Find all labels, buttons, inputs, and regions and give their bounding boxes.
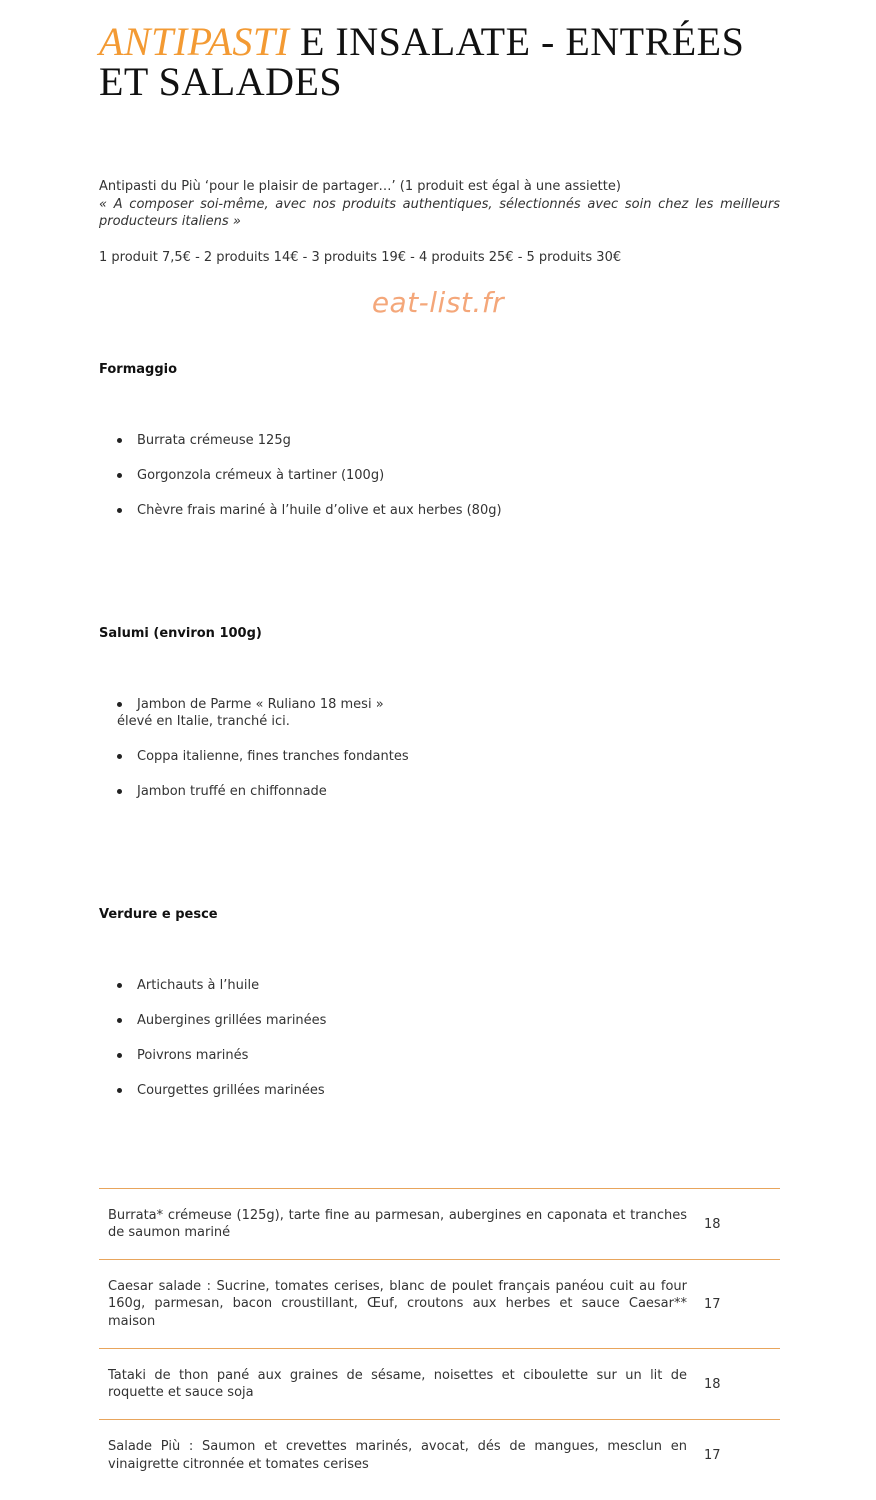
list-item-text: Jambon de Parme « Ruliano 18 mesi » <box>137 697 384 712</box>
intro-quote: « A composer soi-même, avec nos produits authentiques, sélectionnés avec soin chez les meilleurs producteurs italiens » <box>99 196 780 229</box>
list-item: Courgettes grillées marinées <box>117 1082 326 1099</box>
title-rest: E INSALATE - ENTRÉES ET SALADES <box>99 19 745 104</box>
list-salumi <box>117 696 409 818</box>
list-item: Poivrons marinés <box>117 1047 326 1064</box>
title-accent: ANTIPASTI <box>99 19 290 64</box>
table-row <box>99 1189 780 1260</box>
menu-table <box>99 1188 780 1491</box>
list-formaggio <box>117 432 502 537</box>
section-title-salumi: Salumi (environ 100g) <box>99 626 262 641</box>
list-item: Coppa italienne, fines tranches fondantes <box>117 748 409 765</box>
intro <box>99 178 780 231</box>
menu-item-price: 18 <box>704 1376 721 1392</box>
menu-item-description: Tataki de thon pané aux graines de sésame, noisettes et ciboulette sur un lit de roquette et sauce soja <box>108 1367 687 1400</box>
watermark: eat-list.fr <box>371 286 505 319</box>
section-title-formaggio: Formaggio <box>99 362 178 377</box>
section-title-verdure: Verdure e pesce <box>99 907 218 922</box>
list-item-subtext: élevé en Italie, tranché ici. <box>117 714 290 729</box>
list-item: Aubergines grillées marinées <box>117 1012 326 1029</box>
menu-item-description: Burrata* crémeuse (125g), tarte fine au parmesan, aubergines en caponata et tranches de saumon mariné <box>108 1207 687 1240</box>
table-row <box>99 1420 780 1491</box>
menu-item-price: 18 <box>704 1216 721 1232</box>
price-scale: 1 produit 7,5€ - 2 produits 14€ - 3 produits 19€ - 4 produits 25€ - 5 produits 30€ <box>99 250 622 265</box>
list-item: Chèvre frais mariné à l’huile d’olive et aux herbes (80g) <box>117 502 502 519</box>
menu-item-price: 17 <box>704 1296 721 1312</box>
list-item: Jambon truffé en chiffonnade <box>117 783 409 800</box>
list-item: Artichauts à l’huile <box>117 977 326 994</box>
page-title <box>99 19 799 104</box>
list-item: Gorgonzola crémeux à tartiner (100g) <box>117 467 502 484</box>
menu-item-price: 17 <box>704 1448 721 1463</box>
intro-line: Antipasti du Più ‘pour le plaisir de partager…’ (1 produit est égal à une assiette) <box>99 179 621 194</box>
list-item: Burrata crémeuse 125g <box>117 432 502 449</box>
list-verdure <box>117 977 326 1117</box>
list-item <box>117 696 409 730</box>
table-row <box>99 1260 780 1349</box>
menu-item-description: Salade Più : Saumon et crevettes marinés, avocat, dés de mangues, mesclun en vinaigrette citronnée et tomates cerises <box>108 1439 687 1472</box>
menu-item-description: Caesar salade : Sucrine, tomates cerises, blanc de poulet français panéou cuit au four 160g, parmesan, bacon croustillant, Œuf, croutons aux herbes et sauce Caesar** maison <box>108 1278 687 1329</box>
table-row <box>99 1349 780 1420</box>
